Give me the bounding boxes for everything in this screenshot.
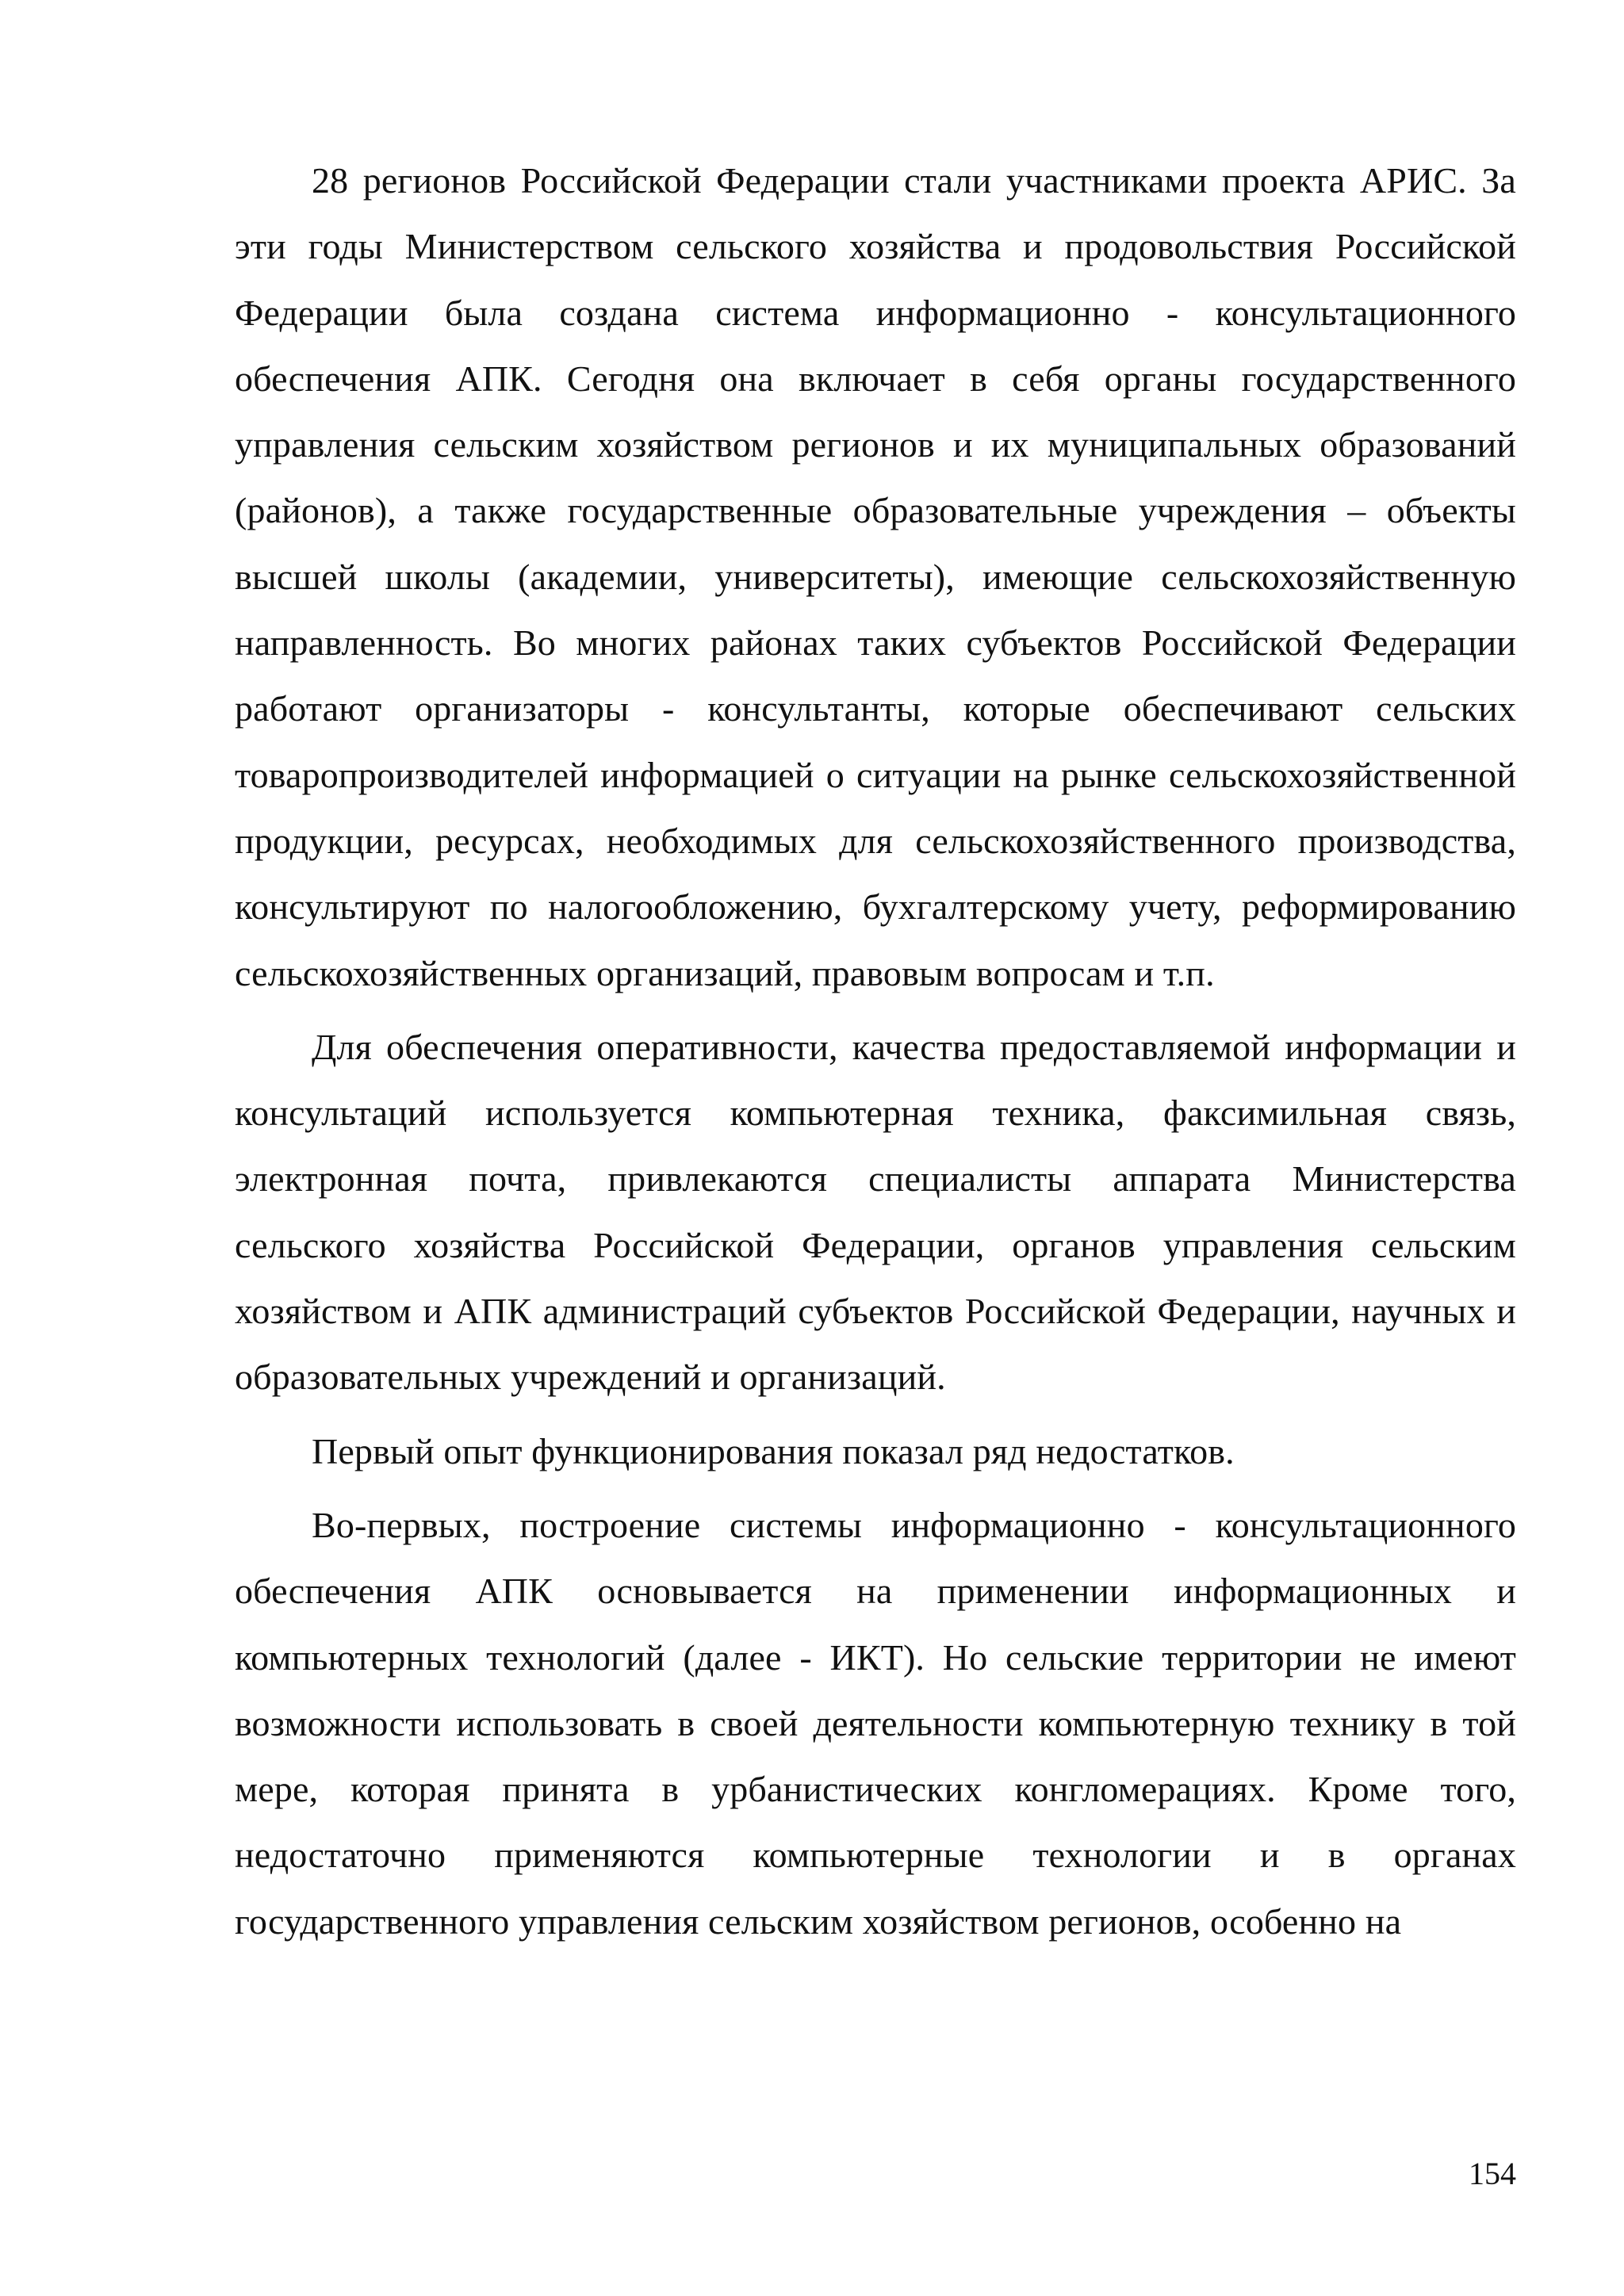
paragraph-1: 28 регионов Российской Федерации стали участниками проекта АРИС. За эти годы Министерством сельского хозяйства и продовольствия Российской Федерации была создана система информационно - консультационного обеспечения АПК. Сегодня она включает в себя органы государственного управления сельским хозяйством регионов и их муниципальных образований (районов), а также государственные образовательные учреждения – объекты высшей школы (академии, университеты), имеющие сельскохозяйственную направленность. Во многих районах таких субъектов Российской Федерации работают организаторы - консультанты, которые обеспечивают сельских товаропроизводителей информацией о ситуации на рынке сельскохозяйственной продукции, ресурсах, необходимых для сельскохозяйственного производства, консультируют по налогообложению, бухгалтерскому учету, реформированию сельскохозяйственных организаций, правовым вопросам и т.п. [235, 160, 1516, 993]
paragraph-4: Во-первых, построение системы информационно - консультационного обеспечения АПК основывается на применении информационных и компьютерных технологий (далее - ИКТ). Но сельские территории не имеют возможности использовать в своей деятельности компьютерную технику в той мере, которая принята в урбанистических конгломерациях. Кроме того, недостаточно применяются компьютерные технологии и в органах государственного управления сельским хозяйством регионов, особенно на [235, 1504, 1516, 1942]
paragraph-3: Первый опыт функционирования показал ряд недостатков. [312, 1430, 1235, 1471]
page-body [235, 147, 1516, 1954]
paragraph-2: Для обеспечения оперативности, качества предоставляемой информации и консультаций используется компьютерная техника, факсимильная связь, электронная почта, привлекаются специалисты аппарата Министерства сельского хозяйства Российской Федерации, органов управления сельским хозяйством и АПК администраций субъектов Российской Федерации, научных и образовательных учреждений и организаций. [235, 1026, 1516, 1398]
page-number: 154 [1469, 2156, 1516, 2191]
